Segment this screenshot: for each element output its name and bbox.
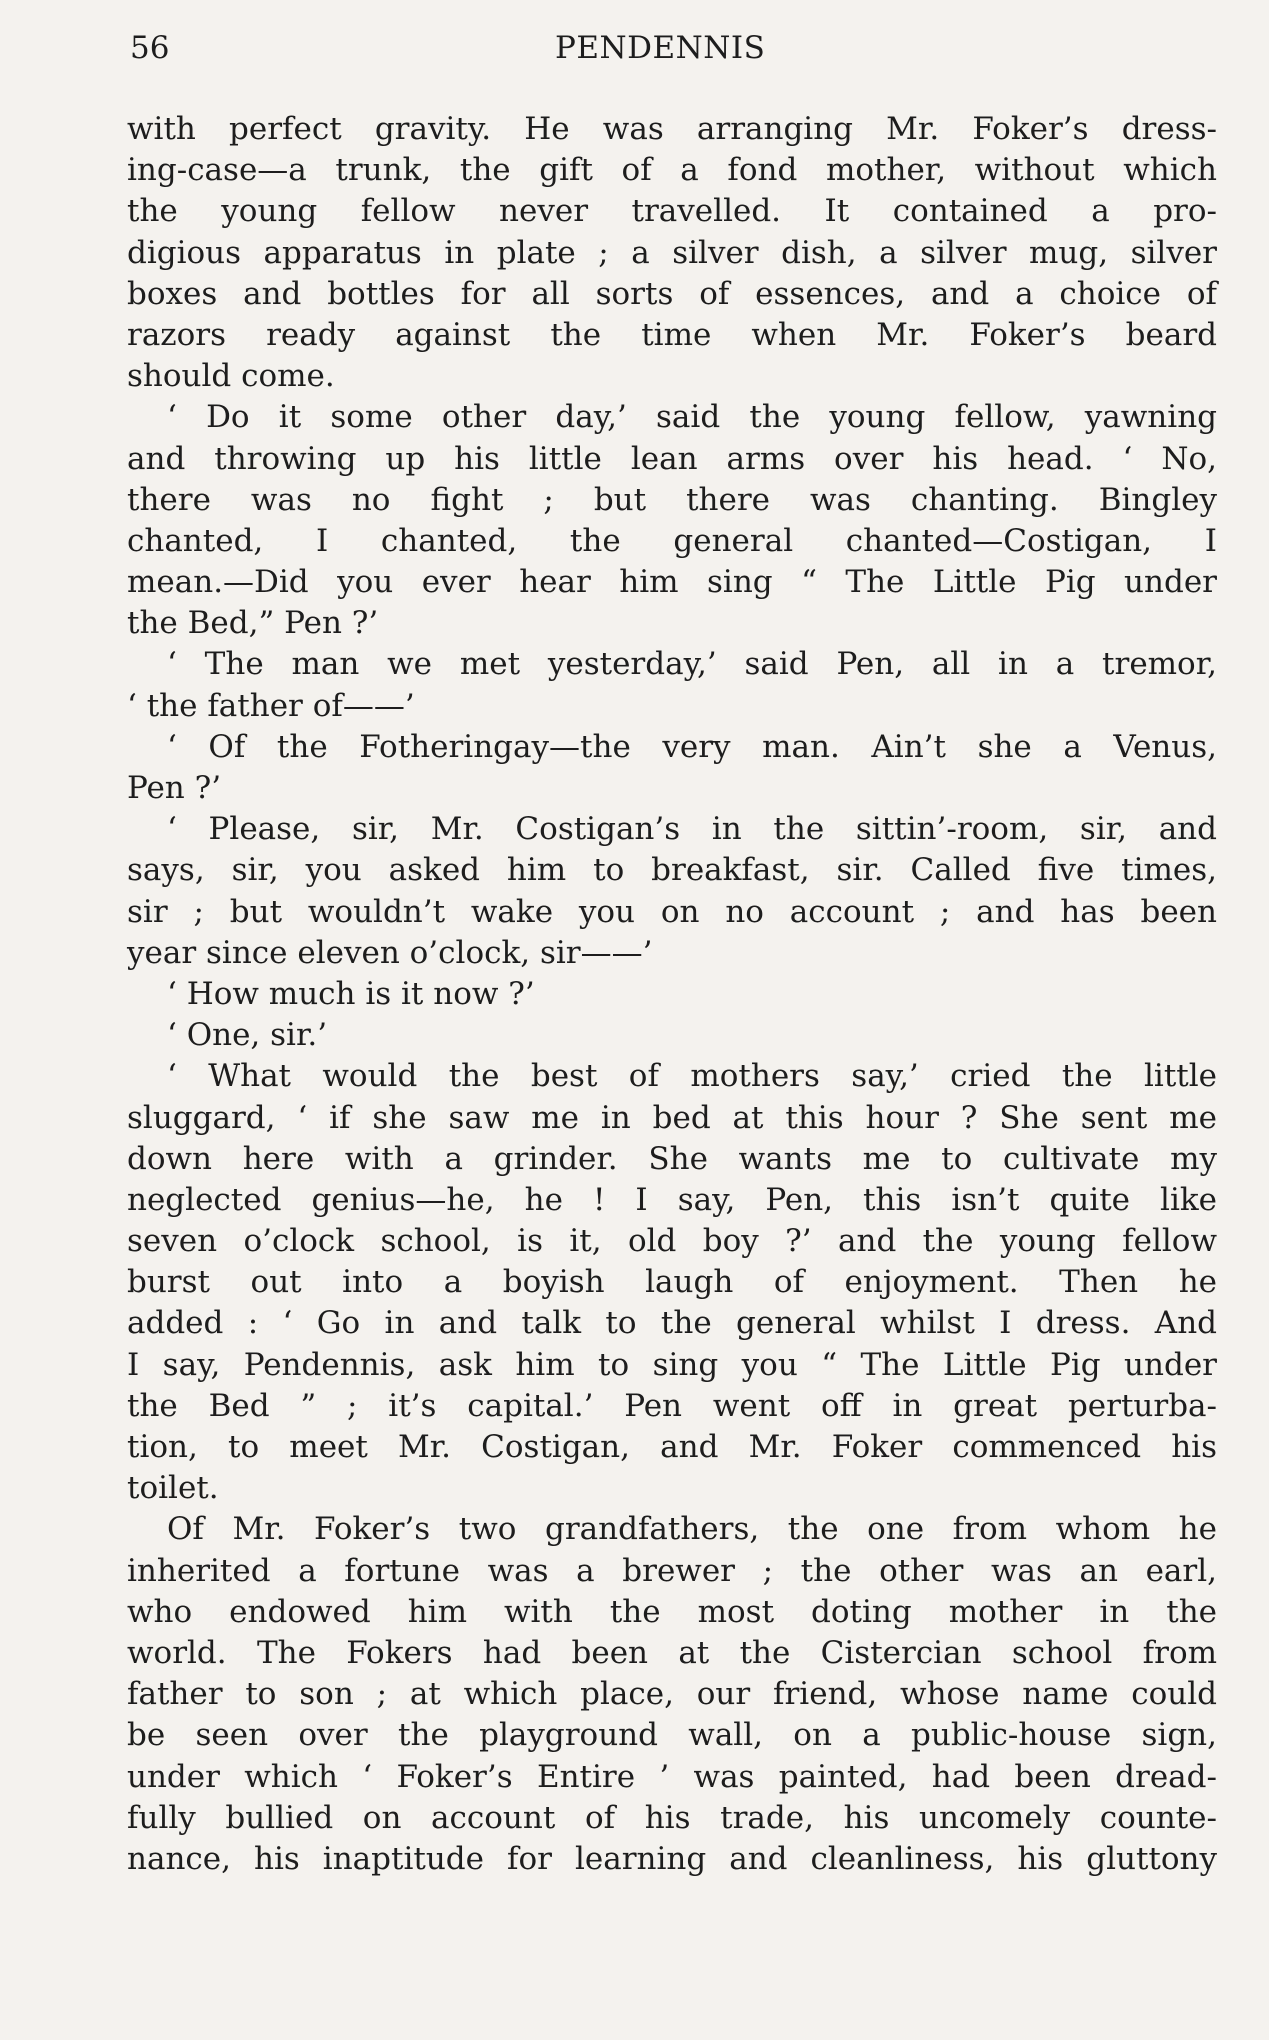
text-line: ‘ The man we met yesterday,’ said Pen, all in a tremor, [167, 646, 1217, 683]
text-line: Of Mr. Foker’s two grandfathers, the one from whom he [167, 1511, 1217, 1548]
text-line: under which ‘ Foker’s Entire ’ was painted, had been dread- [127, 1758, 1217, 1795]
text-line: mean.—Did you ever hear him sing “ The Little Pig under [127, 564, 1217, 601]
text-line: Pen ?’ [127, 770, 222, 806]
text-line: ‘ Please, sir, Mr. Costigan’s in the sittin’-room, sir, and [167, 811, 1217, 848]
page-number: 56 [130, 30, 170, 66]
body-text [127, 109, 1217, 1880]
text-line: should come. [127, 358, 335, 395]
running-head: PENDENNIS [555, 30, 766, 66]
text-line: with perfect gravity. He was arranging Mr. Foker’s dress- [127, 111, 1217, 147]
text-line: there was no fight ; but there was chanting. Bingley [127, 481, 1217, 518]
text-line: inherited a fortune was a brewer ; the other was an earl, [127, 1552, 1217, 1589]
text-line: the Bed ” ; it’s capital.’ Pen went off in great perturba- [127, 1387, 1217, 1424]
text-line: who endowed him with the most doting mother in the [127, 1593, 1217, 1630]
text-line: down here with a grinder. She wants me to cultivate my [127, 1140, 1217, 1177]
text-line: the young fellow never travelled. It contained a pro- [127, 193, 1217, 230]
text-line: ‘ Of the Fotheringay—the very man. Ain’t she a Venus, [167, 728, 1217, 765]
text-line: chanted, I chanted, the general chanted—Costigan, I [127, 522, 1217, 559]
text-line: fully bullied on account of his trade, his uncomely counte- [127, 1799, 1217, 1836]
text-line: seven o’clock school, is it, old boy ?’ and the young fellow [127, 1223, 1217, 1260]
text-line: father to son ; at which place, our friend, whose name could [127, 1676, 1217, 1713]
text-line: ‘ How much is it now ?’ [167, 975, 535, 1012]
text-line: the Bed,” Pen ?’ [127, 605, 379, 642]
page-header [130, 28, 1220, 68]
text-line: tion, to meet Mr. Costigan, and Mr. Foker commenced his [127, 1429, 1217, 1465]
text-line: and throwing up his little lean arms over his head. ‘ No, [127, 440, 1217, 477]
text-line: says, sir, you asked him to breakfast, sir. Called five times, [127, 852, 1217, 889]
text-line: toilet. [127, 1470, 219, 1507]
text-line: world. The Fokers had been at the Cistercian school from [127, 1634, 1217, 1671]
text-line: added : ‘ Go in and talk to the general whilst I dress. And [127, 1305, 1217, 1342]
text-line: sluggard, ‘ if she saw me in bed at this hour ? She sent me [127, 1099, 1217, 1136]
text-line: I say, Pendennis, ask him to sing you “ The Little Pig under [127, 1346, 1217, 1383]
text-line: razors ready against the time when Mr. Foker’s beard [127, 316, 1217, 353]
text-line: burst out into a boyish laugh of enjoyment. Then he [127, 1264, 1217, 1301]
text-line: nance, his inaptitude for learning and cleanliness, his gluttony [127, 1840, 1217, 1877]
text-line: digious apparatus in plate ; a silver dish, a silver mug, silver [127, 234, 1217, 271]
text-line: boxes and bottles for all sorts of essences, and a choice of [127, 275, 1217, 312]
text-line: neglected genius—he, he ! I say, Pen, this isn’t quite like [127, 1181, 1217, 1218]
text-line: ing-case—a trunk, the gift of a fond mother, without which [127, 152, 1217, 189]
text-line: ‘ What would the best of mothers say,’ cried the little [167, 1058, 1217, 1095]
text-line: ‘ Do it some other day,’ said the young fellow, yawning [167, 399, 1217, 436]
text-line: year since eleven o’clock, sir——’ [127, 934, 653, 971]
text-line: be seen over the playground wall, on a public-house sign, [127, 1717, 1217, 1754]
text-line: ‘ One, sir.’ [167, 1017, 328, 1054]
text-line: ‘ the father of——’ [127, 687, 415, 724]
text-line: sir ; but wouldn’t wake you on no account ; and has been [127, 893, 1217, 930]
